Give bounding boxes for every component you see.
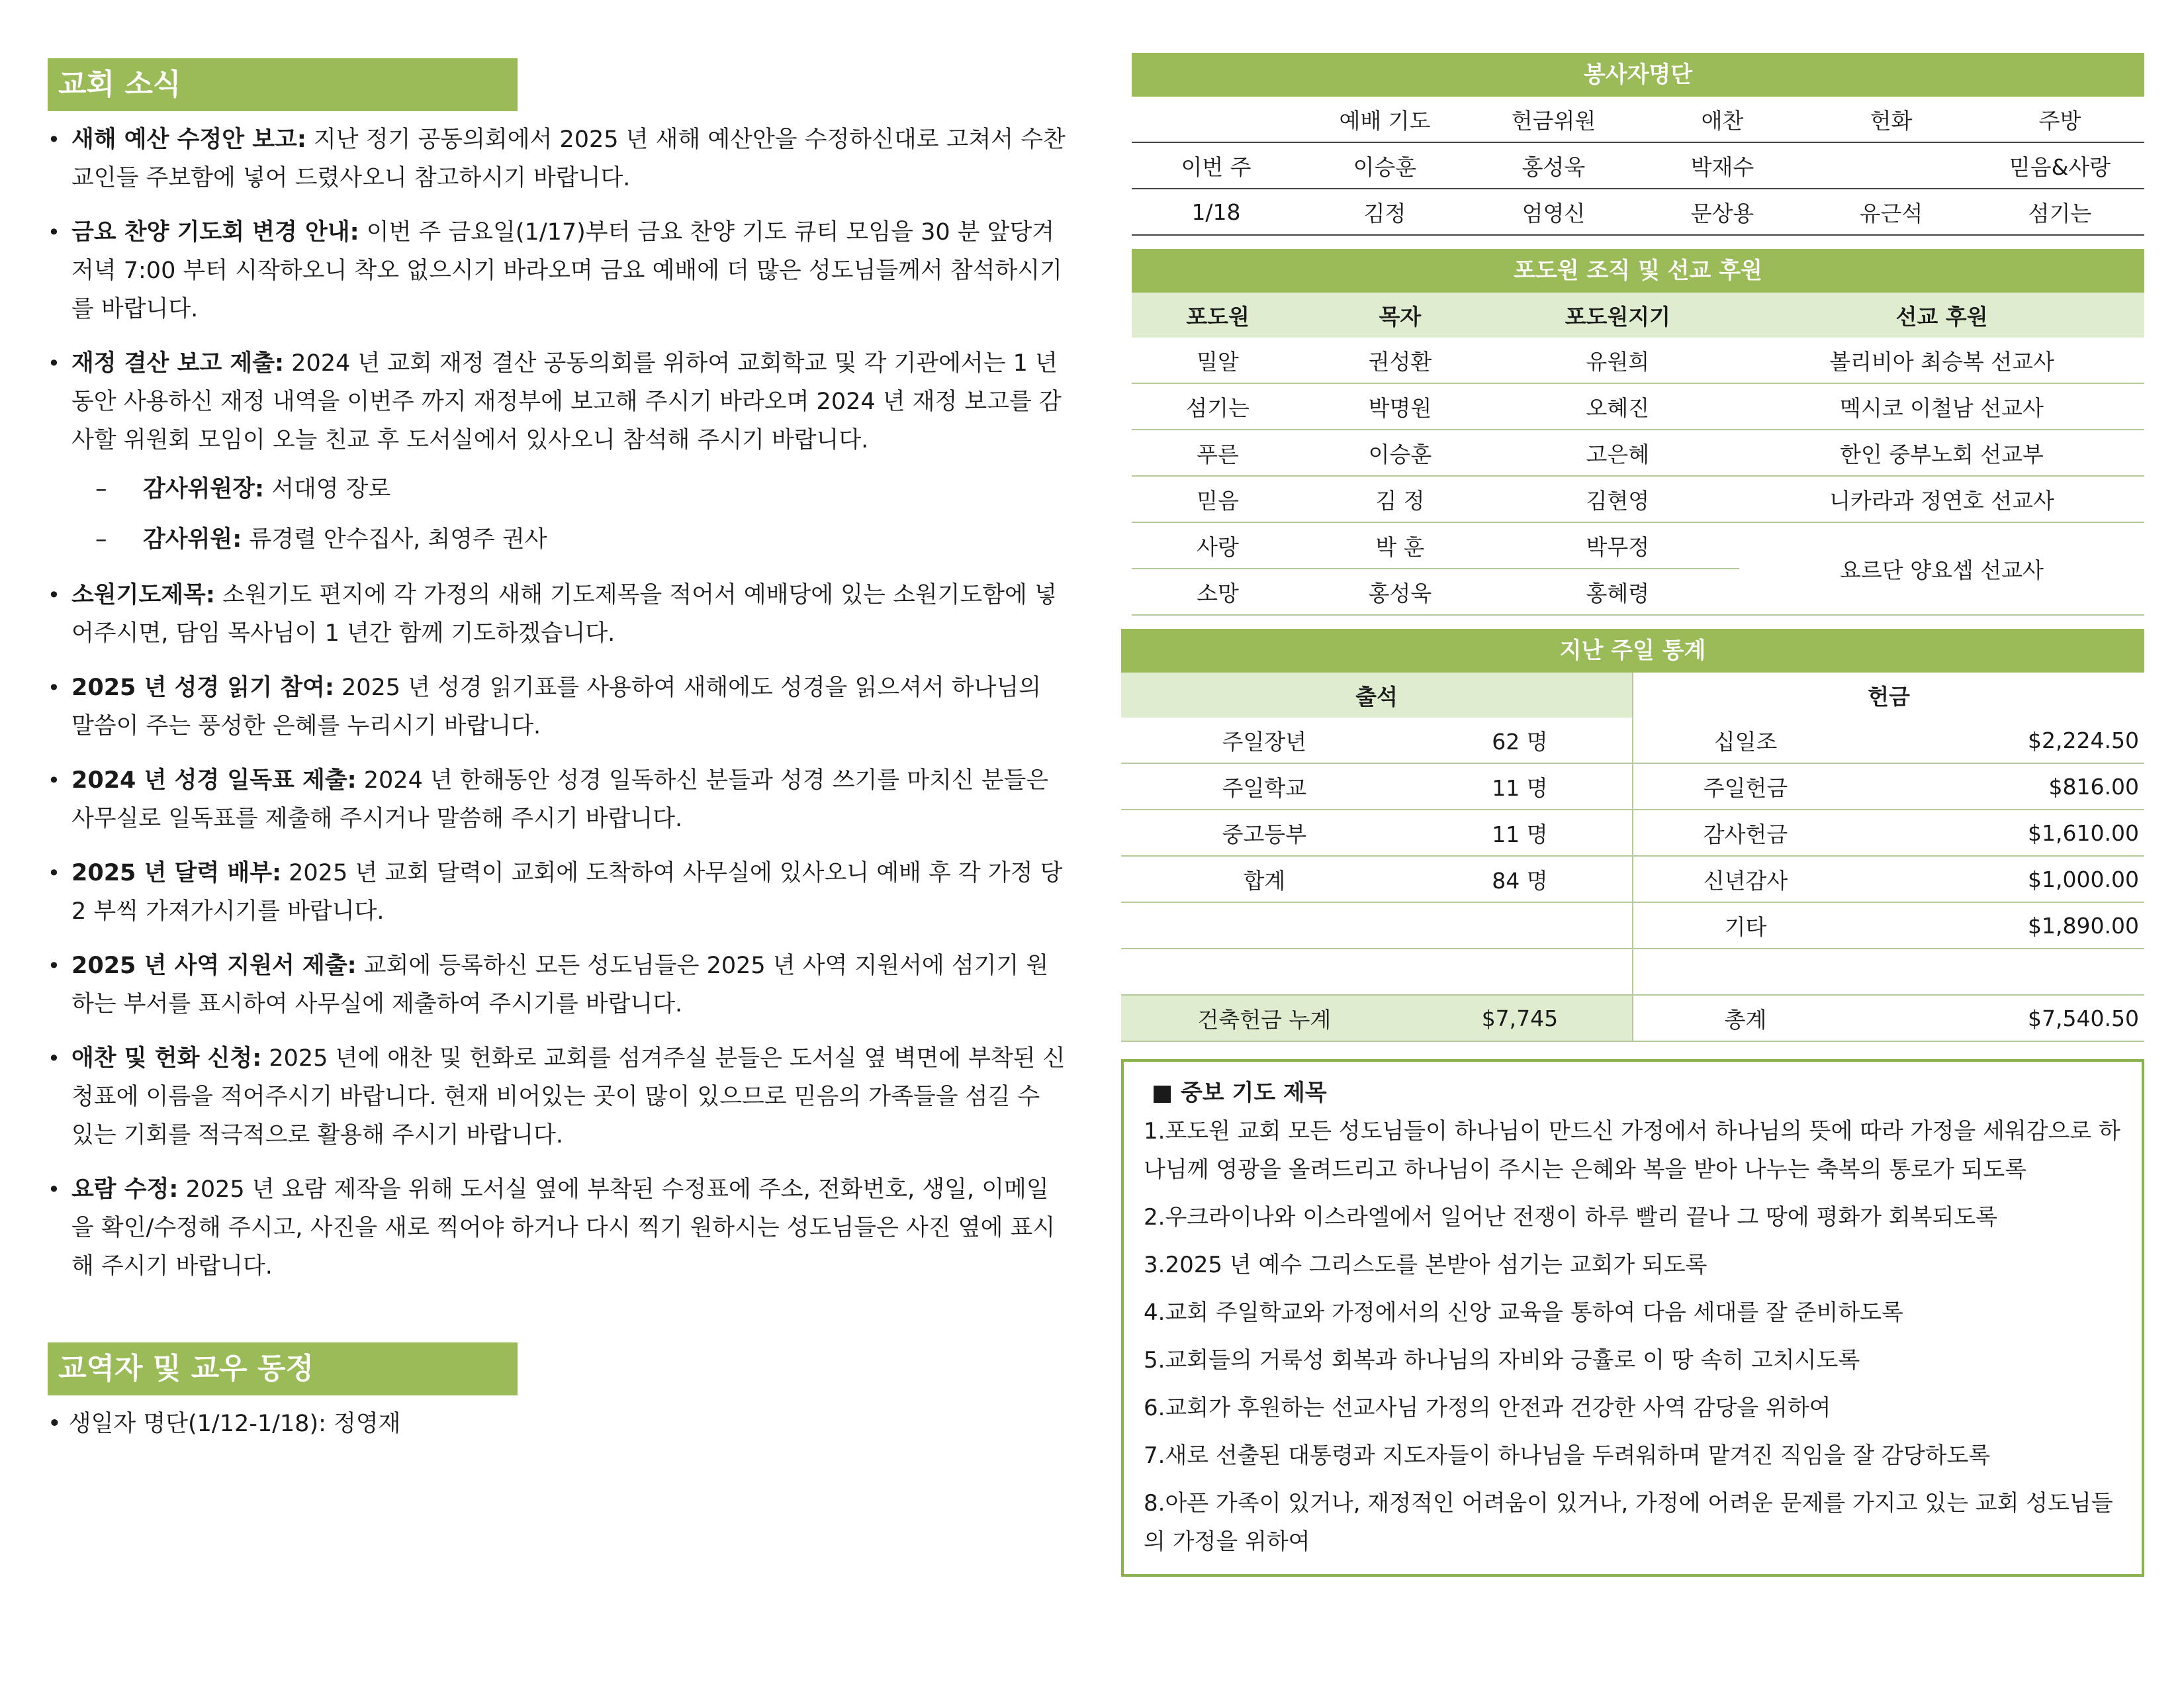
table-cell: 신년감사 — [1633, 856, 1858, 902]
building-fund-value: $7,745 — [1408, 995, 1633, 1041]
column-header: 애찬 — [1638, 97, 1807, 142]
volunteers-title: 봉사자명단 — [1132, 53, 2144, 97]
bullet-icon: • — [48, 953, 60, 978]
item-body: 교회에 등록하신 모든 성도님들은 2025 년 사역 지원서에 섬기기 원하는 부서를 표시하여 사무실에 제출하여 주시기를 바랍니다. — [71, 953, 1049, 1017]
table-cell: 믿음 — [1132, 476, 1304, 522]
table-cell: 기타 — [1633, 902, 1858, 949]
table-row — [1121, 902, 2144, 949]
bullet-icon: • — [48, 127, 60, 152]
column-header: 목자 — [1304, 293, 1496, 338]
table-cell: 김 정 — [1304, 476, 1496, 522]
dash-icon: – — [95, 476, 107, 502]
item-heading: 2024 년 성경 일독표 제출: — [71, 767, 357, 794]
prayer-item: 5.교회들의 거룩성 회복과 하나님의 자비와 긍휼로 이 땅 속히 고치시도록 — [1144, 1347, 1860, 1374]
table-cell: 김현영 — [1496, 476, 1739, 522]
sub-item — [48, 520, 1067, 559]
table-cell: 밀알 — [1132, 338, 1304, 383]
prayer-box — [1121, 1059, 2144, 1577]
prayer-item: 6.교회가 후원하는 선교사님 가정의 안전과 건강한 사역 감당을 위하여 — [1144, 1395, 1831, 1421]
table-row — [1132, 430, 2144, 476]
table-cell: 박재수 — [1638, 142, 1807, 189]
table-cell: 중고등부 — [1121, 810, 1408, 856]
item-body: 소원기도 편지에 각 가정의 새해 기도제목을 적어서 예배당에 있는 소원기도함에 넣어주시면, 담임 목사님이 1 년간 함께 기도하겠습니다. — [71, 582, 1057, 647]
podowon-table — [1132, 293, 2144, 616]
item-body: 2025 년 성경 읽기표를 사용하여 새해에도 성경을 읽으셔서 하나님의 말씀이 주는 풍성한 은혜를 누리시기 바랍니다. — [71, 675, 1042, 739]
list-item — [48, 669, 1067, 745]
list-item — [48, 761, 1067, 838]
table-cell: 멕시코 이철남 선교사 — [1739, 383, 2144, 430]
item-body: 이번 주 금요일(1/17)부터 금요 찬양 기도 큐티 모임을 30 분 앞당겨 저녁 7:00 부터 시작하오니 착오 없으시기 바라오며 금요 예배에 더 많은 성도님들께서 참석하시기를 바랍니다. — [71, 219, 1062, 322]
table-cell: 푸른 — [1132, 430, 1304, 476]
birthday-text: 생일자 명단(1/12-1/18): 정영재 — [68, 1411, 401, 1437]
table-cell: 니카라과 정연호 선교사 — [1739, 476, 2144, 522]
bullet-icon: • — [48, 220, 60, 245]
list-item — [48, 947, 1067, 1023]
column-header: 포도원지기 — [1496, 293, 1739, 338]
table-cell: 한인 중부노회 선교부 — [1739, 430, 2144, 476]
list-item — [48, 213, 1067, 328]
stats-table — [1121, 673, 2144, 1042]
table-cell: 유근석 — [1807, 189, 1976, 235]
sub-body: 서대영 장로 — [264, 476, 391, 502]
birthday-line — [48, 1405, 1067, 1443]
list-item — [48, 1170, 1067, 1286]
prayer-item: 7.새로 선출된 대통령과 지도자들이 하나님을 두려워하며 맡겨진 직임을 잘 감당하도록 — [1144, 1442, 1991, 1469]
sub-heading: 감사위원장: — [143, 476, 265, 502]
staff-section — [48, 1342, 1067, 1443]
table-cell: 믿음&사랑 — [1976, 142, 2144, 189]
attendance-header: 출석 — [1121, 673, 1633, 718]
prayer-item: 2.우크라이나와 이스라엘에서 일어난 전쟁이 하루 빨리 끝나 그 땅에 평화가 회복되도록 — [1144, 1204, 1998, 1231]
item-body: 2025 년 요람 제작을 위해 도서실 옆에 부착된 수정표에 주소, 전화번호, 생일, 이메일을 확인/수정해 주시고, 사진을 새로 찍어야 하거나 다시 찍기 원하시는 성도님들은 사진 옆에 표시해 주시기 바랍니다. — [71, 1176, 1056, 1280]
table-cell — [1633, 949, 1858, 995]
table-cell: 권성환 — [1304, 338, 1496, 383]
table-cell — [1121, 949, 1408, 995]
item-heading: 재정 결산 보고 제출: — [71, 350, 285, 377]
total-value: $7,540.50 — [1858, 995, 2144, 1041]
item-body: 지난 정기 공동의회에서 2025 년 새해 예산안을 수정하신대로 고쳐서 수찬교인들 주보함에 넣어 드렸사오니 참고하시기 바랍니다. — [71, 126, 1066, 191]
bullet-icon: • — [48, 861, 60, 886]
bullet-icon: • — [48, 583, 60, 608]
bullet-icon: • — [48, 1046, 60, 1071]
column-header: 주방 — [1976, 97, 2144, 142]
table-header-row — [1132, 293, 2144, 338]
table-cell — [1408, 949, 1633, 995]
table-cell: 이승훈 — [1300, 142, 1469, 189]
staff-title: 교역자 및 교우 동정 — [48, 1342, 518, 1395]
table-cell: 11 명 — [1408, 810, 1633, 856]
table-row — [1121, 810, 2144, 856]
table-cell — [1121, 902, 1408, 949]
table-cell: 김정 — [1300, 189, 1469, 235]
table-cell: 주일헌금 — [1633, 763, 1858, 810]
column-header: 선교 후원 — [1739, 293, 2144, 338]
list-item — [48, 1039, 1067, 1154]
table-cell: 감사헌금 — [1633, 810, 1858, 856]
column-header — [1132, 97, 1300, 142]
item-body: 2025 년에 애찬 및 헌화로 교회를 섬겨주실 분들은 도서실 옆 벽면에 부착된 신청표에 이름을 적어주시기 바랍니다. 현재 비어있는 곳이 많이 있으므로 믿음의 가족들을 섬길 수 있는 기회를 적극적으로 활용해 주시기 바랍니다. — [71, 1045, 1066, 1149]
table-cell: $1,610.00 — [1858, 810, 2144, 856]
table-cell: 박 훈 — [1304, 522, 1496, 569]
table-cell: 고은혜 — [1496, 430, 1739, 476]
table-cell — [1858, 949, 2144, 995]
table-row — [1121, 949, 2144, 995]
table-cell: 84 명 — [1408, 856, 1633, 902]
table-cell: 홍성욱 — [1304, 569, 1496, 615]
total-label: 총계 — [1633, 995, 1858, 1041]
item-body: 2024 년 교회 재정 결산 공동의회를 위하여 교회학교 및 각 기관에서는 1 년 동안 사용하신 재정 내역을 이번주 까지 재정부에 보고해 주시기 바라오며 2024 년 재정 보고를 감사할 위원회 모임이 오늘 친교 후 도서실에서 있사오니 참석해 주시기 바랍니다. — [71, 350, 1062, 453]
table-cell — [1408, 902, 1633, 949]
item-heading: 2025 년 달력 배부: — [71, 860, 282, 886]
column-header: 헌금위원 — [1469, 97, 1638, 142]
sub-heading: 감사위원: — [143, 526, 242, 553]
merged-mission-cell: 요르단 양요셉 선교사 — [1739, 522, 2144, 615]
table-cell: 박명원 — [1304, 383, 1496, 430]
prayer-item: 8.아픈 가족이 있거나, 재정적인 어려움이 있거나, 가정에 어려운 문제를 가지고 있는 교회 성도님들의 가정을 위하여 — [1144, 1490, 2113, 1555]
item-body: 2025 년 교회 달력이 교회에 도착하여 사무실에 있사오니 예배 후 각 가정 당 2 부씩 가져가시기를 바랍니다. — [71, 860, 1063, 925]
prayer-title: ■ 중보 기도 제목 — [1152, 1080, 1327, 1106]
table-header-row — [1132, 97, 2144, 142]
table-cell: 합계 — [1121, 856, 1408, 902]
table-cell: 박무정 — [1496, 522, 1739, 569]
table-cell: 홍혜령 — [1496, 569, 1739, 615]
table-row — [1132, 189, 2144, 235]
table-cell: 섬기는 — [1976, 189, 2144, 235]
table-cell: 유원희 — [1496, 338, 1739, 383]
church-news-list-2 — [48, 576, 1067, 1286]
offering-header: 헌금 — [1633, 673, 2144, 718]
item-heading: 2025 년 사역 지원서 제출: — [71, 953, 357, 979]
prayer-item: 1.포도원 교회 모든 성도님들이 하나님이 만드신 가정에서 하나님의 뜻에 따라 가정을 세워감으로 하나님께 영광을 올려드리고 하나님이 주시는 은혜와 복을 받아 나누는 축복의 통로가 되도록 — [1144, 1118, 2120, 1183]
table-cell: 주일장년 — [1121, 718, 1408, 763]
bullet-icon: • — [48, 768, 60, 793]
bullet-icon: • — [48, 1177, 60, 1202]
item-heading: 금요 찬양 기도회 변경 안내: — [71, 219, 359, 246]
church-news-title: 교회 소식 — [48, 58, 518, 111]
column-header: 포도원 — [1132, 293, 1304, 338]
table-cell: 주일학교 — [1121, 763, 1408, 810]
table-cell: 이번 주 — [1132, 142, 1300, 189]
item-heading: 2025 년 성경 읽기 참여: — [71, 675, 334, 701]
table-cell: 1/18 — [1132, 189, 1300, 235]
table-cell: 소망 — [1132, 569, 1304, 615]
table-row — [1121, 856, 2144, 902]
item-heading: 소원기도제목: — [71, 582, 215, 608]
table-row — [1132, 383, 2144, 430]
table-row — [1132, 142, 2144, 189]
right-column — [1132, 53, 2144, 1577]
table-cell: 십일조 — [1633, 718, 1858, 763]
total-row — [1121, 995, 2144, 1041]
table-row — [1132, 338, 2144, 383]
prayer-item: 3.2025 년 예수 그리스도를 본받아 섬기는 교회가 되도록 — [1144, 1252, 1707, 1278]
volunteers-table — [1132, 97, 2144, 236]
dash-icon: – — [95, 526, 107, 553]
table-cell — [1807, 142, 1976, 189]
table-row — [1132, 522, 2144, 569]
podowon-title: 포도원 조직 및 선교 후원 — [1132, 249, 2144, 293]
bullet-icon: • — [48, 351, 60, 376]
table-cell: 이승훈 — [1304, 430, 1496, 476]
building-fund-label: 건축헌금 누계 — [1121, 995, 1408, 1041]
table-row — [1132, 476, 2144, 522]
table-cell: 홍성욱 — [1469, 142, 1638, 189]
table-cell: 볼리비아 최승복 선교사 — [1739, 338, 2144, 383]
prayer-item: 4.교회 주일학교와 가정에서의 신앙 교육을 통하여 다음 세대를 잘 준비하도록 — [1144, 1299, 1903, 1326]
table-row — [1121, 718, 2144, 763]
table-cell: 섬기는 — [1132, 383, 1304, 430]
item-body: 2024 년 한해동안 성경 일독하신 분들과 성경 쓰기를 마치신 분들은 사무실로 일독표를 제출해 주시거나 말씀해 주시기 바랍니다. — [71, 767, 1049, 832]
list-item — [48, 854, 1067, 931]
table-cell: 62 명 — [1408, 718, 1633, 763]
sub-body: 류경렬 안수집사, 최영주 권사 — [242, 526, 547, 553]
column-header: 예배 기도 — [1300, 97, 1469, 142]
list-item — [48, 576, 1067, 653]
list-item — [48, 120, 1067, 197]
table-cell: $1,000.00 — [1858, 856, 2144, 902]
table-header-row — [1121, 673, 2144, 718]
table-cell: 엄영신 — [1469, 189, 1638, 235]
table-cell: 사랑 — [1132, 522, 1304, 569]
table-cell: $816.00 — [1858, 763, 2144, 810]
table-cell: 오혜진 — [1496, 383, 1739, 430]
item-heading: 요람 수정: — [71, 1176, 179, 1203]
church-news-list — [48, 120, 1067, 459]
item-heading: 애찬 및 헌화 신청: — [71, 1045, 262, 1072]
left-column — [48, 58, 1067, 1443]
list-item — [48, 344, 1067, 459]
sub-item — [48, 470, 1067, 508]
stats-title: 지난 주일 통계 — [1121, 629, 2144, 673]
table-row — [1121, 763, 2144, 810]
item-heading: 새해 예산 수정안 보고: — [71, 126, 306, 153]
table-cell: 문상용 — [1638, 189, 1807, 235]
bullet-icon: • — [48, 675, 60, 700]
table-cell: $2,224.50 — [1858, 718, 2144, 763]
column-header: 헌화 — [1807, 97, 1976, 142]
table-cell: 11 명 — [1408, 763, 1633, 810]
bullet-icon: • — [48, 1411, 62, 1437]
table-cell: $1,890.00 — [1858, 902, 2144, 949]
